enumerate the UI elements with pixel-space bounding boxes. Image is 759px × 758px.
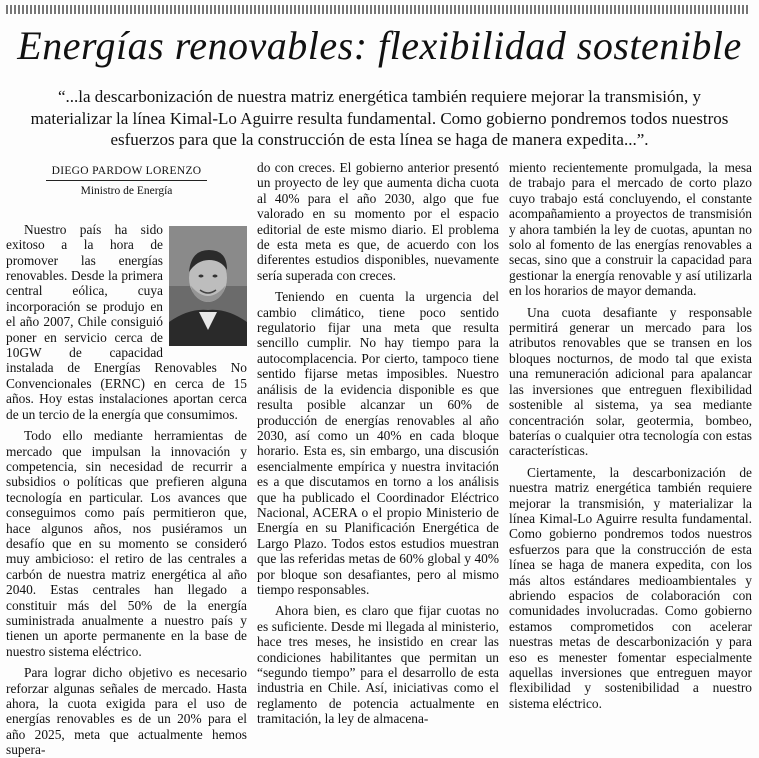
author-role: Ministro de Energía [80, 185, 173, 198]
column-2 [257, 160, 499, 727]
column-2-paragraph-1: do con creces. El gobierno anterior presentó un proyecto de ley que aumenta dicha cuota al 40% para el año 2030, algo que fue valorado en su momento por el espacio editorial de este mismo diario. El problema de esta meta es que, de acuerdo con los diferentes estudios disponibles, nuevamente sería superada con creces. [257, 160, 499, 283]
column-3-paragraph-3: Ciertamente, la descarbonización de nuestra matriz energética también requiere mejorar la transmisión, y materializar la línea Kimal-Lo Aguirre resulta fundamental. Como gobierno pondremos todos nuestros esfuerzos para que la construcción de esta línea se haga de manera expedita, con los más altos estándares medioambientales y abriendo espacios de colaboración con comunidades involucradas. Como gobierno estamos comprometidos con acelerar nuestras metas de descarbonización y para eso es menester fomentar especialmente aquellas inversiones que entreguen mayor flexibilidad y sostenibilidad a nuestro sistema eléctrico. [509, 464, 752, 711]
column-2-paragraph-3: Ahora bien, es claro que fijar cuotas no es suficiente. Desde mi llegada al ministerio, hace tres meses, he insistido en crear las condiciones habilitantes que permitan un “segundo tiempo” para el desarrollo de esta industria en Chile. Así, iniciativas como el reglamento de potencia actualmente en tramitación, la ley de almacena- [257, 603, 499, 727]
column-3-paragraph-1: miento recientemente promulgada, la mesa de trabajo para el mercado de corto plazo cuyo trabajo está concluyendo, el constante acompañamiento a proyectos de transmisión y ahora también la ley de cuotas, apuntan no solo al fomento de las energías renovables a secas, sino que a construir la capacidad para gestionar la energía renovable y así utilizarla en los horarios de mayor demanda. [509, 160, 752, 299]
column-1 [6, 160, 247, 758]
lede-quote: “...la descarbonización de nuestra matriz energética también requiere mejorar la transmisión, y materializar la línea Kimal-Lo Aguirre resulta fundamental. Como gobierno pondremos todos nuestros esfuerzos para que la construcción de esta línea se haga de manera expedita...”. [30, 87, 729, 149]
top-rule [6, 5, 749, 14]
column-1-paragraph-3: Para lograr dicho objetivo es necesario reforzar algunas señales de mercado. Hasta ahora, la cuota exigida para el uso de energías renovables es de un 20% para el año 2025, meta que actualmente hemos supera- [6, 665, 247, 758]
column-1-paragraph-2: Todo ello mediante herramientas de mercado que impulsan la innovación y competencia, sin necesidad de recurrir a subsidios o políticas que prefieren alguna tecnología en particular. Los avances que conseguimos como país permitieron que, hace algunos años, nos pusiéramos un desafío que en su momento se consideró muy ambicioso: el retiro de las centrales a carbón de nuestra matriz energética al año 2040. Estas centrales han llegado a constituir más del 50% de la energía suministrada anualmente a nuestro país y tienen un aporte permanente en la base de nuestro sistema eléctrico. [6, 428, 247, 659]
column-3-paragraph-2: Una cuota desafiante y responsable permitirá generar un mercado para los atributos renovables que se transen en los bloques nocturnos, de modo tal que exista una remuneración adicional para apalancar las inversiones que entreguen flexibilidad sostenible al sistema, ya sea mediante concentración solar, geotermia, bombeo, baterías o cualquier otra tecnología con estas características. [509, 304, 752, 459]
author-name: DIEGO PARDOW LORENZO [46, 164, 207, 181]
column-1-paragraph-1: Nuestro país ha sido exitoso a la hora de promover las energías renovables. Desde la primera central eólica, cuya incorporación se produjo en el año 2007, Chile consiguió poner en servicio cerca de 10GW de capacidad instalada de Energías Renovables No Convencionales (ERNC) en cerca de 15 años. Hoy estas instalaciones aportan cerca de un tercio de la energía que consumimos. [6, 221, 247, 422]
portrait-image [169, 226, 247, 346]
column-2-paragraph-2: Teniendo en cuenta la urgencia del cambio climático, tiene poco sentido regulatorio fijar una meta que resulta sencillo cumplir. No hay tiempo para la autocomplacencia. Por cierto, tampoco tiene sentido fijarse metas imposibles. Nuestro análisis de la evidencia disponible es que resulta posible alcanzar un 60% de producción de energías renovables al año 2030, así como un 40% en cada bloque horario. Esta es, sin embargo, una discusión esencialmente empírica y nuestra invitación es a que discutamos en torno a los análisis que ha publicado el Coordinador Eléctrico Nacional, ACERA o el propio Ministerio de Energía en su Planificación Energética de Largo Plazo. Todos estos estudios muestran que las referidas metas de 60% global y 40% por bloque son desafiantes, pero al mismo tiempo responsables. [257, 289, 499, 597]
headline: Energías renovables: flexibilidad sostenible [17, 23, 742, 68]
author-photo [169, 226, 247, 346]
column-3 [509, 160, 752, 711]
